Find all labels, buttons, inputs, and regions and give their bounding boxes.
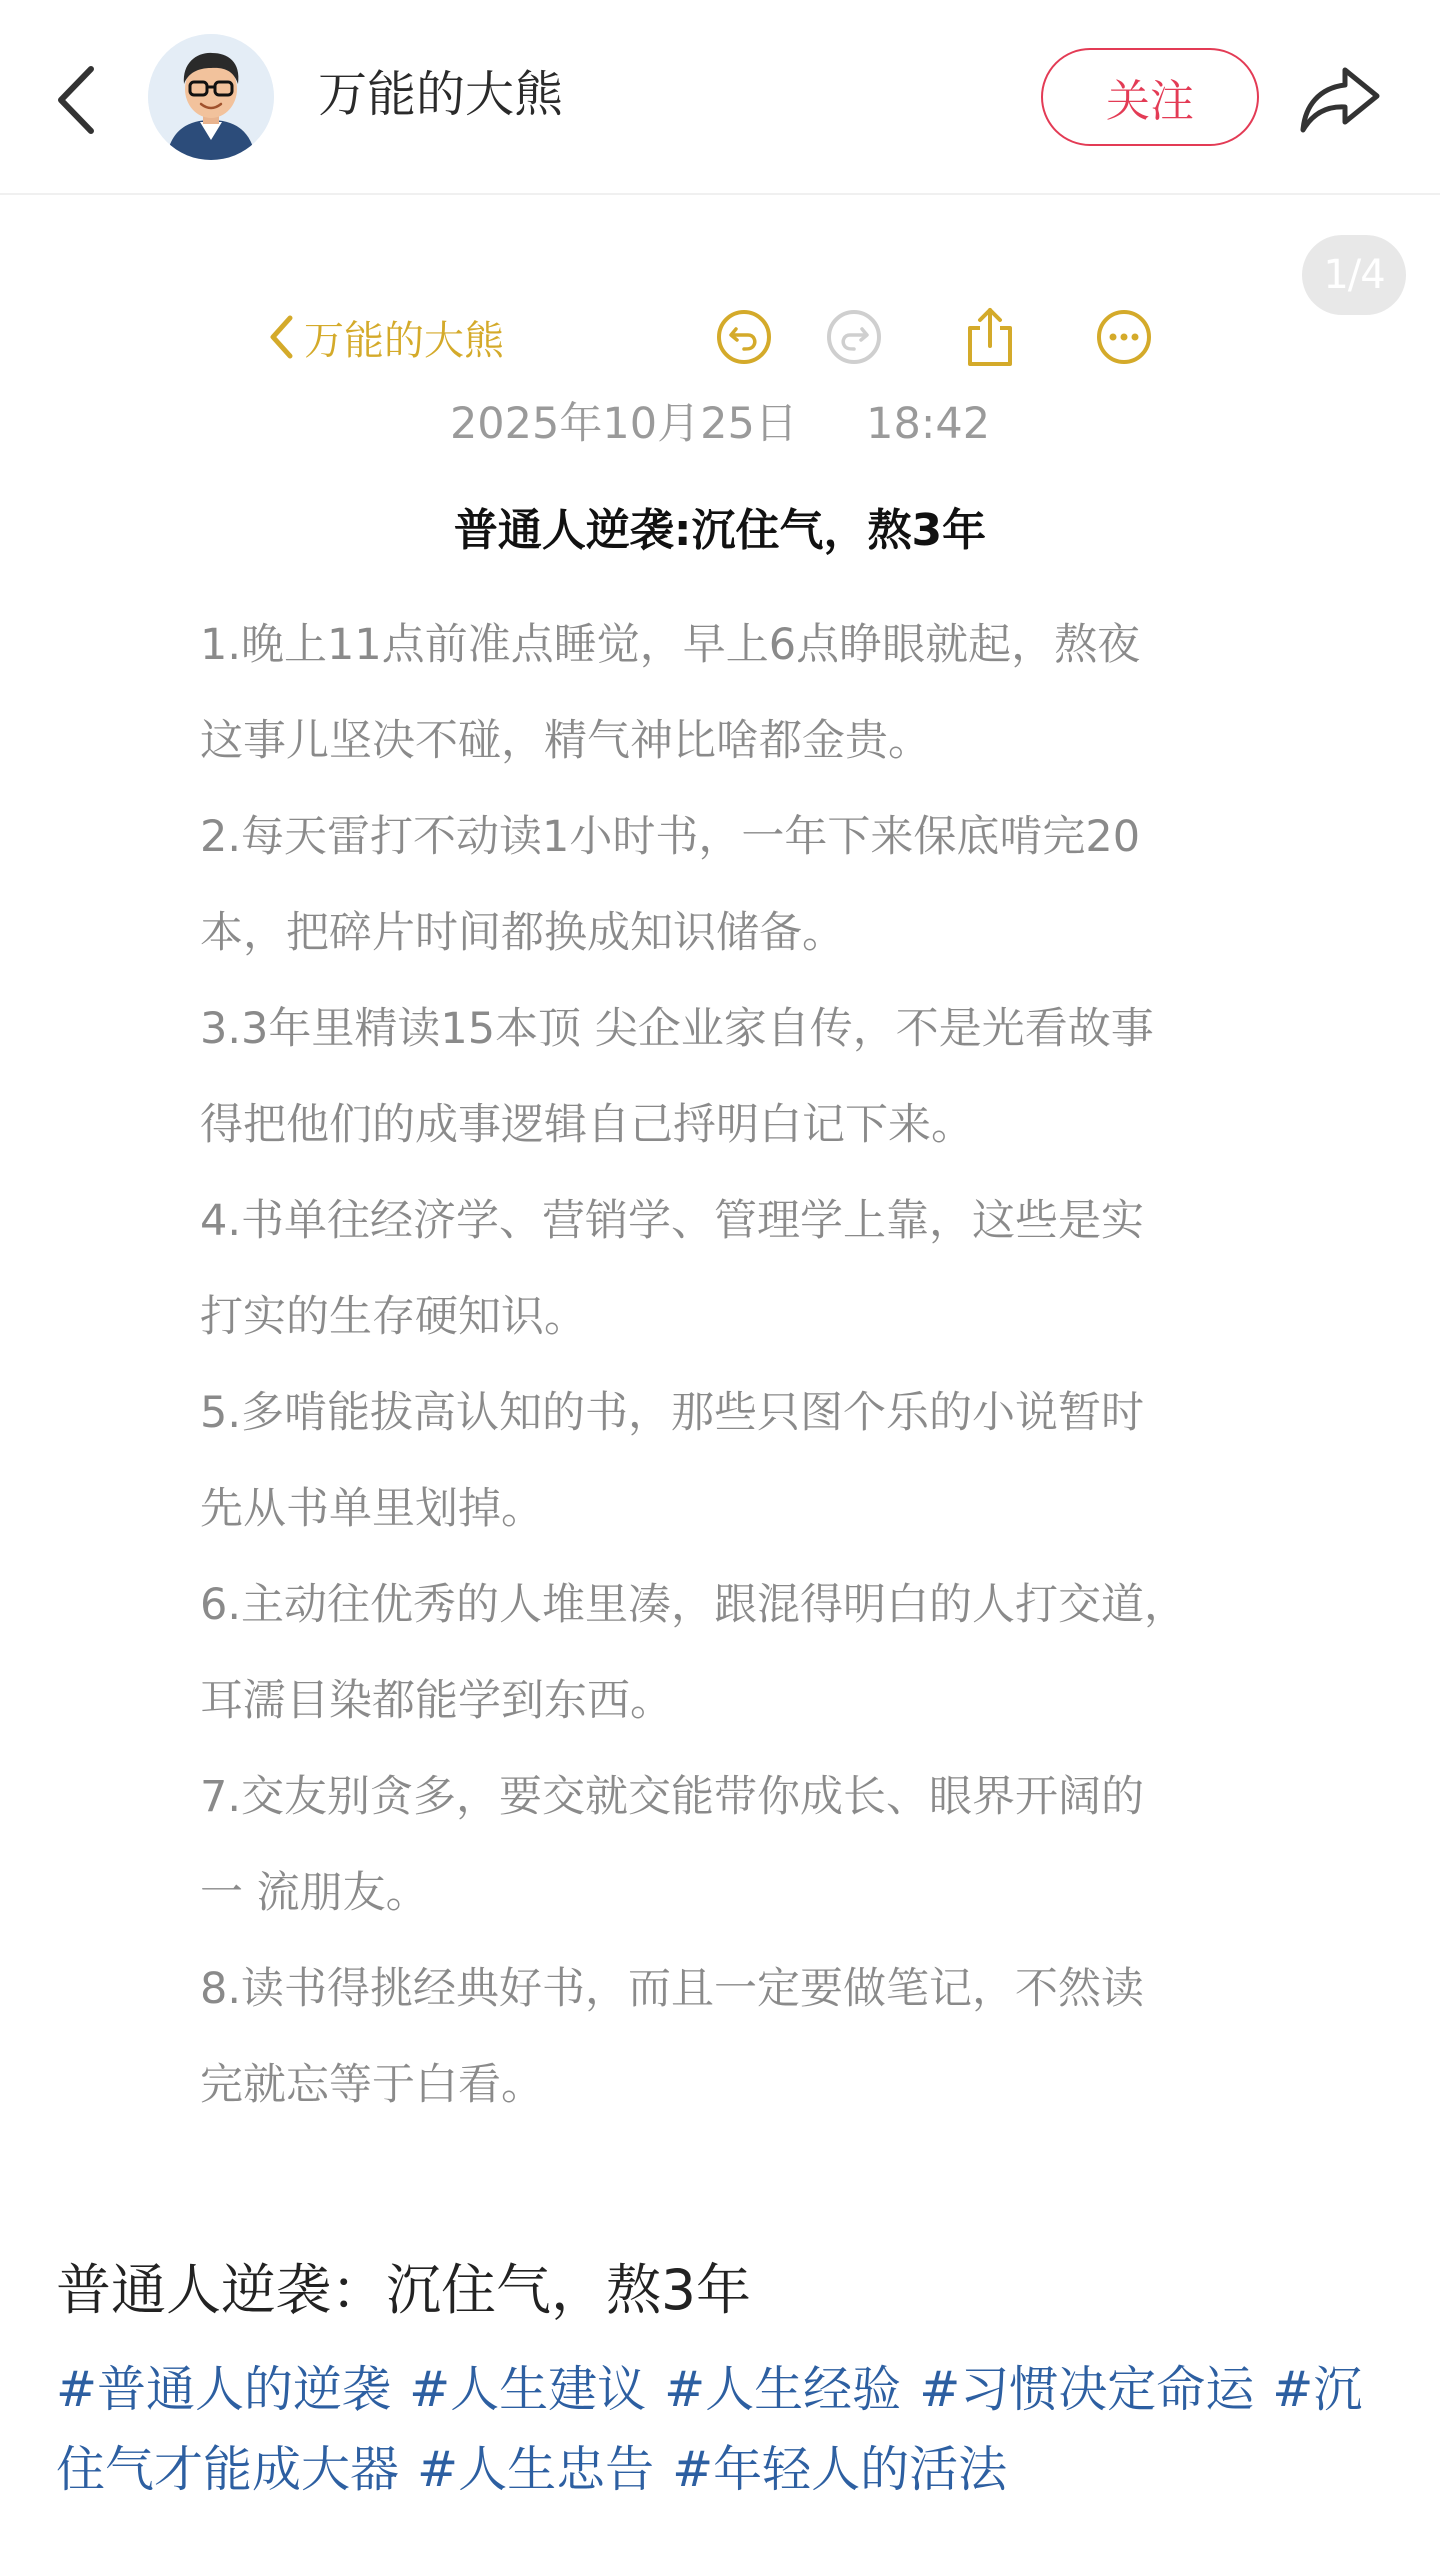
share-button[interactable] [1295, 55, 1385, 145]
undo-icon [714, 307, 774, 367]
share-forward-icon [1299, 64, 1381, 136]
memo-title: 普通人逆袭:沉住气，熬3年 [453, 505, 987, 556]
post-title: 普通人逆袭：沉住气，熬3年 [56, 2258, 751, 2322]
memo-line: 8.读书得挑经典好书，而且一定要做笔记，不然读 [200, 1964, 1145, 2014]
memo-line: 得把他们的成事逻辑自己捋明白记下来。 [200, 1100, 974, 1150]
more-icon [1094, 307, 1154, 367]
hashtag-link[interactable]: #普通人的逆袭 [56, 2361, 392, 2418]
chevron-left-icon [53, 65, 97, 135]
back-button[interactable] [40, 55, 110, 145]
memo-line: 2.每天雷打不动读1小时书，一年下来保底啃完20 [200, 812, 1141, 862]
memo-line: 3.3年里精读15本顶 尖企业家自传，不是光看故事 [200, 1004, 1154, 1054]
hashtag-link[interactable]: #人生经验 [664, 2361, 902, 2418]
memo-body [200, 597, 1280, 2133]
follow-button[interactable]: 关注 [1041, 48, 1259, 146]
hashtag-link[interactable]: #沉住气才能成大器 [56, 2361, 1363, 2498]
memo-back-link [268, 307, 504, 367]
author-avatar[interactable] [148, 34, 274, 160]
share-icon [962, 306, 1018, 368]
memo-back-label: 万能的大熊 [304, 317, 504, 364]
redo-icon [824, 307, 884, 367]
chevron-left-icon [268, 315, 294, 359]
memo-line: 本，把碎片时间都换成知识储备。 [200, 908, 845, 958]
avatar-image [148, 34, 274, 160]
memo-line: 1.晚上11点前准点睡觉，早上6点睁眼就起，熬夜 [200, 620, 1141, 670]
memo-undo-button [712, 305, 776, 369]
memo-redo-button [822, 305, 886, 369]
memo-line: 6.主动往优秀的人堆里凑，跟混得明白的人打交道， [200, 1580, 1188, 1630]
hashtag-link[interactable]: #人生建议 [409, 2361, 647, 2418]
post-hashtags [56, 2350, 1396, 2510]
memo-more-button [1092, 305, 1156, 369]
author-name[interactable]: 万能的大熊 [318, 66, 564, 123]
memo-line: 这事儿坚决不碰，精气神比啥都金贵。 [200, 716, 931, 766]
hashtag-link[interactable]: #人生忠告 [417, 2441, 655, 2498]
memo-line: 完就忘等于白看。 [200, 2060, 544, 2110]
memo-line: 先从书单里划掉。 [200, 1484, 544, 1534]
memo-line: 4.书单往经济学、营销学、管理学上靠，这些是实 [200, 1196, 1145, 1246]
image-page-counter: 1/4 [1302, 235, 1406, 315]
memo-line: 5.多啃能拔高认知的书，那些只图个乐的小说暂时 [200, 1388, 1145, 1438]
memo-line: 耳濡目染都能学到东西。 [200, 1676, 673, 1726]
memo-line: 一 流朋友。 [200, 1868, 429, 1918]
memo-share-button [958, 305, 1022, 369]
memo-line: 7.交友别贪多，要交就交能带你成长、眼界开阔的 [200, 1772, 1145, 1822]
top-navigation-bar [0, 0, 1440, 195]
post-image-card[interactable] [0, 197, 1440, 2207]
memo-date-time: 2025年10月25日 18:42 [449, 399, 991, 449]
hashtag-link[interactable]: #习惯决定命运 [919, 2361, 1255, 2418]
hashtag-link[interactable]: #年轻人的活法 [672, 2441, 1008, 2498]
memo-line: 打实的生存硬知识。 [200, 1292, 587, 1342]
